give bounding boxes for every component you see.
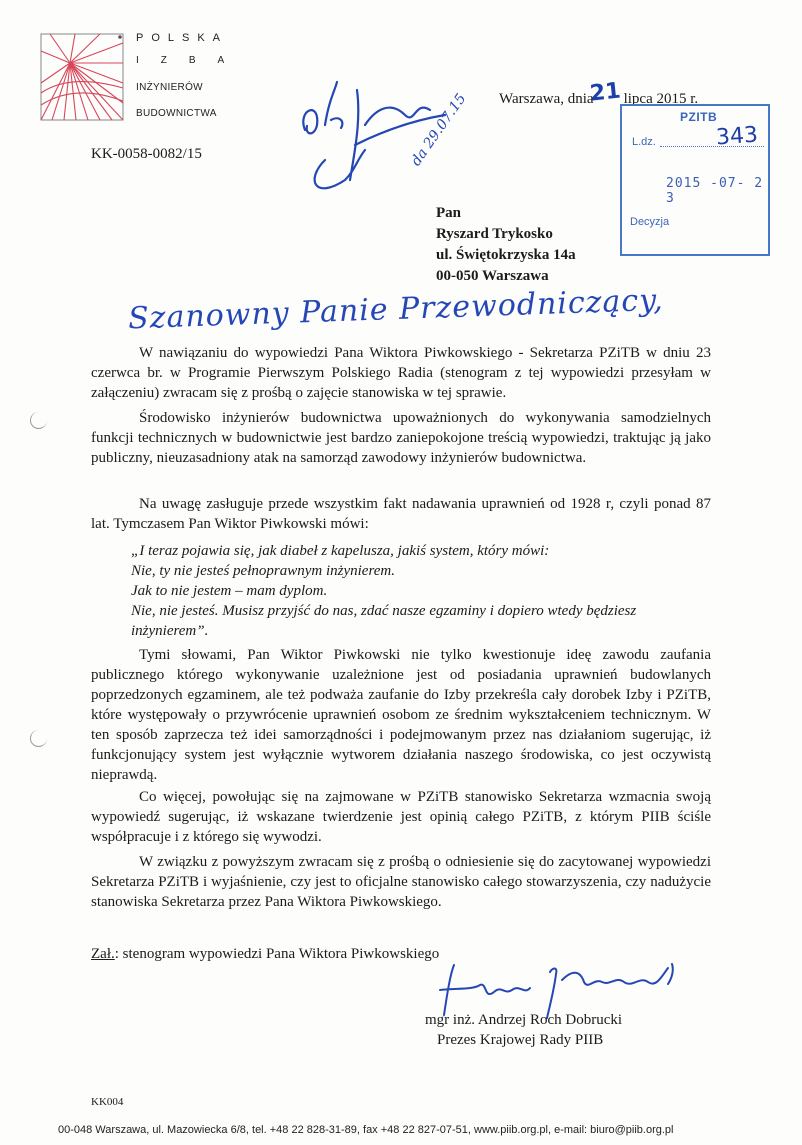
paragraph-text: W nawiązaniu do wypowiedzi Pana Wiktora Piwkowskiego - Sekretarza PZiTB w dniu 23 czerwca br. w Programie Pierwszym Polskiego Radia (stenogram z tej wypowiedzi przesyłam w załączeniu) zwracam się z prośbą o zajęcie stanowiska w tej sprawie.: [91, 345, 711, 401]
logo-text-line-4: BUDOWNICTWA: [136, 108, 217, 119]
stamp-title: PZITB: [680, 110, 718, 124]
body-paragraph-1: [91, 343, 711, 403]
punch-hole-mark: [30, 412, 47, 429]
signatory-name: mgr inż. Andrzej Roch Dobrucki: [425, 1012, 623, 1028]
enclosure-text: : stenogram wypowiedzi Pana Wiktora Piwkowskiego: [114, 946, 440, 962]
addressee-name: Ryszard Trykosko: [436, 226, 553, 242]
date-prefix: Warszawa, dnia: [499, 91, 594, 107]
footer-contact: 00-048 Warszawa, ul. Mazowiecka 6/8, tel. +48 22 828-31-89, fax +48 22 827-07-51, www.piib.org.pl, e-mail: biuro@piib.org.pl: [58, 1124, 674, 1136]
stamp-ldz-number: 343: [715, 122, 759, 151]
paragraph-text: Na uwagę zasługuje przede wszystkim fakt nadawania uprawnień od 1928 r, czyli ponad 87 lat. Tymczasem Pan Wiktor Piwkowski mówi:: [91, 496, 711, 532]
stamp-decision-label: Decyzja: [630, 216, 670, 228]
quote-line-3: Jak to nie jestem – mam dyplom.: [131, 583, 328, 599]
date-day-handwritten: 21: [588, 78, 622, 107]
quote-line-4: Nie, nie jesteś. Musisz przyjść do nas, zdać nasze egzaminy i dopiero wtedy będziesz inżynierem”.: [131, 603, 637, 639]
addressee-block: [436, 203, 576, 287]
enclosure-note: [91, 946, 439, 963]
logo-text-line-3: INŻYNIERÓW: [136, 82, 203, 93]
signatory-role: Prezes Krajowej Rady PIIB: [437, 1032, 604, 1048]
paragraph-text: W związku z powyższym zwracam się z prośbą o odniesienie się do zacytowanej wypowiedzi Sekretarza PZiTB i wyjaśnienie, czy jest to oficjalne stanowisko całego stowarzyszenia, czy nadużycie stanowiska Sekretarza przez Pana Wiktora Piwkowskiego.: [91, 854, 711, 910]
addressee-city: 00-050 Warszawa: [436, 268, 549, 284]
stamp-ldz-label: L.dz.: [632, 136, 656, 148]
punch-hole-mark: [30, 730, 47, 747]
handwritten-note: [295, 70, 470, 200]
addressee-title: Pan: [436, 205, 462, 221]
stamp-date: 2015 -07- 2 3: [666, 176, 764, 206]
addressee-street: ul. Świętokrzyska 14a: [436, 247, 576, 263]
body-paragraph-4: [91, 645, 711, 785]
body-paragraph-5: [91, 787, 711, 847]
body-paragraph-2: [91, 408, 711, 468]
registry-stamp: [620, 104, 770, 256]
paragraph-text: Co więcej, powołując się na zajmowane w PZiTB stanowisko Sekretarza wzmacnia swoją wypowiedź sugerując, iż wskazane twierdzenie jest opinią całego PZiTB, z którym PIIB ściśle współpracuje i z którego się wywodzi.: [91, 789, 711, 845]
reference-number: KK-0058-0082/15: [91, 146, 202, 162]
piib-logo-icon: [40, 33, 124, 121]
body-paragraph-6: [91, 852, 711, 912]
paragraph-text: Środowisko inżynierów budownictwa upoważnionych do wykonywania samodzielnych funkcji technicznych w budownictwie jest bardzo zaniepokojone treścią wypowiedzi, traktując ją jako publiczny, nieuzasadniony atak na samorząd zawodowy inżynierów budownictwa.: [91, 410, 711, 466]
date-suffix: lipca 2015 r.: [623, 91, 699, 107]
logo-text-line-1: POLSKA: [136, 32, 229, 44]
body-paragraph-3: [91, 494, 711, 534]
handwritten-salutation: Szanowny Panie Przewodniczący,: [127, 282, 665, 337]
document-code: KK004: [91, 1096, 124, 1108]
quote-line-2: Nie, ty nie jesteś pełnoprawnym inżynierem.: [131, 563, 395, 579]
logo-text-line-2: IZBA: [136, 55, 247, 66]
enclosure-label: Zał.: [91, 946, 115, 962]
quote-line-1: „I teraz pojawia się, jak diabeł z kapelusza, jakiś system, który mówi:: [131, 543, 550, 559]
handwritten-date: da 29.07.15: [408, 90, 470, 170]
paragraph-text: Tymi słowami, Pan Wiktor Piwkowski nie tylko kwestionuje ideę zawodu zaufania publicznego którego wykonywanie uzależnione jest od posiadania uprawnień budowlanych poprzedzonych egzaminem, ale też podważa zaufanie do Izby przekreśla cały dorobek Izby i PZiTB, które występowały o przywrócenie uprawnień osobom ze średnim wykształceniem technicznym. W ten sposób zaprzecza też idei samorządności i podejmowanym przez nas działaniom sugerując, iż funkcjonujący system jest wyłącznie wytworem działania naszego środowiska, co jest oczywistą nieprawdą.: [91, 647, 711, 783]
